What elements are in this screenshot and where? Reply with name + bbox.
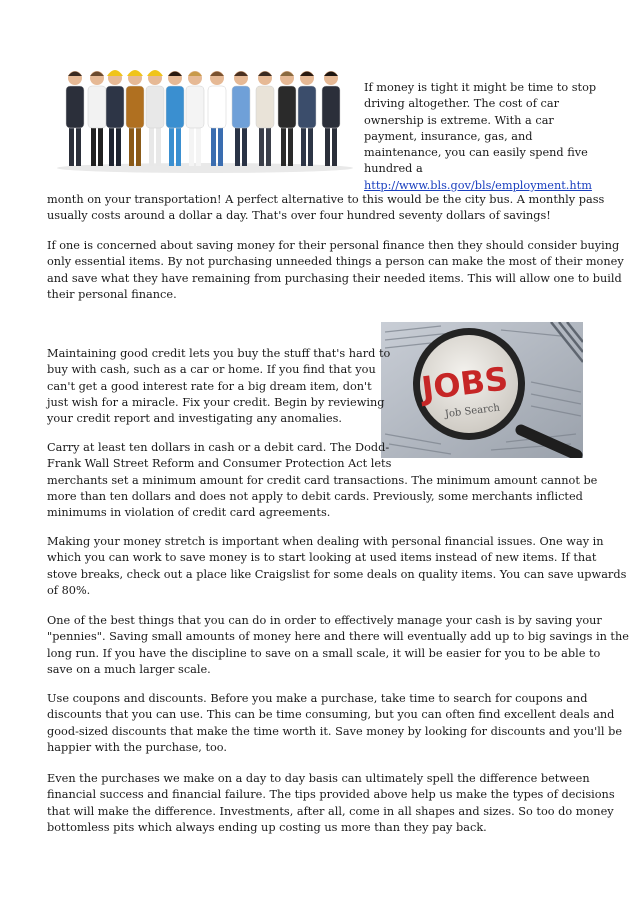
text-line: save on a much larger scale.: [47, 662, 211, 676]
worker-body: [126, 86, 144, 128]
worker-leg: [235, 124, 240, 166]
worker-leg: [116, 124, 121, 166]
worker-body: [322, 86, 340, 128]
text-line: more than ten dollars and does not apply to debit cards. Previously, some merchants inflicted: [47, 489, 583, 503]
worker-leg: [301, 124, 306, 166]
text-line: If one is concerned about saving money for their personal finance then they should consider buying: [47, 239, 620, 252]
worker-leg: [266, 124, 271, 166]
text-line: Use coupons and discounts. Before you make a purchase, take time to search for coupons and: [47, 692, 588, 705]
text-line: discounts that you can use. This can be time consuming, but you can often find excellent deals and: [47, 708, 615, 722]
intro-line: maintenance, you can easily spend five: [364, 146, 588, 160]
worker-leg: [76, 124, 81, 166]
worker-body: [208, 86, 226, 128]
text-line: Frank Wall Street Reform and Consumer Protection Act lets: [47, 457, 392, 471]
worker-body: [146, 86, 164, 128]
text-line: only essential items. By not purchasing unneeded things a person can make the most of their money: [47, 255, 624, 269]
worker-leg: [242, 124, 247, 166]
worker-body: [232, 86, 250, 128]
text-line: of 80%.: [47, 583, 91, 597]
text-line: long run. If you have the discipline to save on a small scale, it will be easier for you to be able to: [47, 646, 601, 660]
worker-leg: [149, 124, 154, 166]
text-line: "pennies". Saving small amounts of money here and there will eventually add up to big savings in the: [47, 630, 629, 644]
worker-leg: [325, 124, 330, 166]
worker-leg: [281, 124, 286, 166]
text-line: happier with the purchase, too.: [47, 740, 227, 754]
text-line: One of the best things that you can do in order to effectively manage your cash is by saving your: [47, 614, 602, 627]
worker-body: [256, 86, 274, 128]
workers-photo: [55, 62, 355, 174]
worker-body: [88, 86, 106, 128]
worker-body: [186, 86, 204, 128]
worker-body: [106, 86, 124, 128]
text-line: your credit report and investigating any anomalies.: [47, 412, 342, 426]
paragraph-transportation: [47, 192, 604, 225]
bls-employment-link[interactable]: http://www.bls.gov/bls/employment.htm: [364, 178, 592, 192]
intro-line: hundred a: [364, 162, 423, 176]
paragraph-saving-pennies: [47, 613, 629, 678]
text-line: bottomless pits which always ending up costing us more than they pay back.: [47, 820, 487, 834]
text-line: financial success and financial failure. The tips provided above help us make the types of decisions: [47, 788, 615, 802]
text-line: Even the purchases we make on a day to day basis can ultimately spell the difference between: [47, 772, 590, 785]
text-line: Carry at least ten dollars in cash or a debit card. The Dodd-: [47, 441, 390, 454]
worker-body: [298, 86, 316, 128]
text-line: which you can work to save money is to start looking at used items instead of new items. If that: [47, 551, 597, 565]
worker-leg: [109, 124, 114, 166]
worker-leg: [69, 124, 74, 166]
intro-line: ownership is extreme. With a car: [364, 113, 554, 127]
paragraph-used-items: [47, 534, 626, 599]
text-line: just wish for a miracle. Fix your credit. Begin by reviewing: [47, 395, 385, 409]
intro-line: If money is tight it might be time to stop: [364, 81, 597, 94]
worker-leg: [211, 124, 216, 166]
paragraph-essential-items: [47, 238, 624, 303]
text-line: usually costs around a dollar a day. That's over four hundred seventy dollars of savings!: [47, 209, 551, 223]
intro-text: [364, 80, 596, 194]
worker-leg: [259, 124, 264, 166]
paragraph-good-credit: [47, 346, 390, 427]
worker-leg: [196, 124, 201, 166]
worker-leg: [288, 124, 293, 166]
job-search-caption: Job Search: [444, 402, 501, 421]
worker-leg: [332, 124, 337, 166]
worker-leg: [136, 124, 141, 166]
text-line: good-sized discounts that make the time worth it. Save money by looking for discounts and you'll be: [47, 724, 623, 738]
worker-leg: [129, 124, 134, 166]
text-line: buy with cash, such as a car or home. If you find that you: [47, 363, 376, 377]
worker-leg: [308, 124, 313, 166]
worker-leg: [91, 124, 96, 166]
paragraph-conclusion: [47, 771, 615, 836]
text-line: Making your money stretch is important when dealing with personal financial issues. One way in: [47, 535, 604, 548]
text-line: month on your transportation! A perfect alternative to this would be the city bus. A monthly pass: [47, 193, 605, 206]
text-line: and save what they have remaining from purchasing their needed items. This will allow one to build: [47, 271, 622, 285]
worker-leg: [218, 124, 223, 166]
worker-body: [66, 86, 84, 128]
text-line: can't get a good interest rate for a big dream item, don't: [47, 379, 372, 393]
worker-body: [166, 86, 184, 128]
text-line: minimums in violation of credit card agreements.: [47, 506, 331, 520]
worker-body: [278, 86, 296, 128]
text-line: their personal finance.: [47, 287, 177, 301]
worker-leg: [169, 124, 174, 166]
intro-line: driving altogether. The cost of car: [364, 97, 559, 111]
paragraph-cash-debit: [47, 440, 597, 521]
text-line: stove breaks, check out a place like Craigslist for some deals on quality items. You can save upwards: [47, 567, 627, 581]
text-line: merchants set a minimum amount for credit card transactions. The minimum amount cannot be: [47, 473, 598, 487]
text-line: that will make the difference. Investments, after all, come in all shapes and sizes. So too do money: [47, 804, 614, 818]
text-line: Maintaining good credit lets you buy the stuff that's hard to: [47, 347, 391, 360]
jobs-headline: JOBS: [419, 359, 510, 408]
jobs-photo: [381, 322, 583, 458]
worker-leg: [98, 124, 103, 166]
paragraph-coupons: [47, 691, 622, 756]
intro-line: payment, insurance, gas, and: [364, 129, 533, 143]
worker-leg: [156, 124, 161, 166]
worker-leg: [176, 124, 181, 166]
worker-leg: [189, 124, 194, 166]
